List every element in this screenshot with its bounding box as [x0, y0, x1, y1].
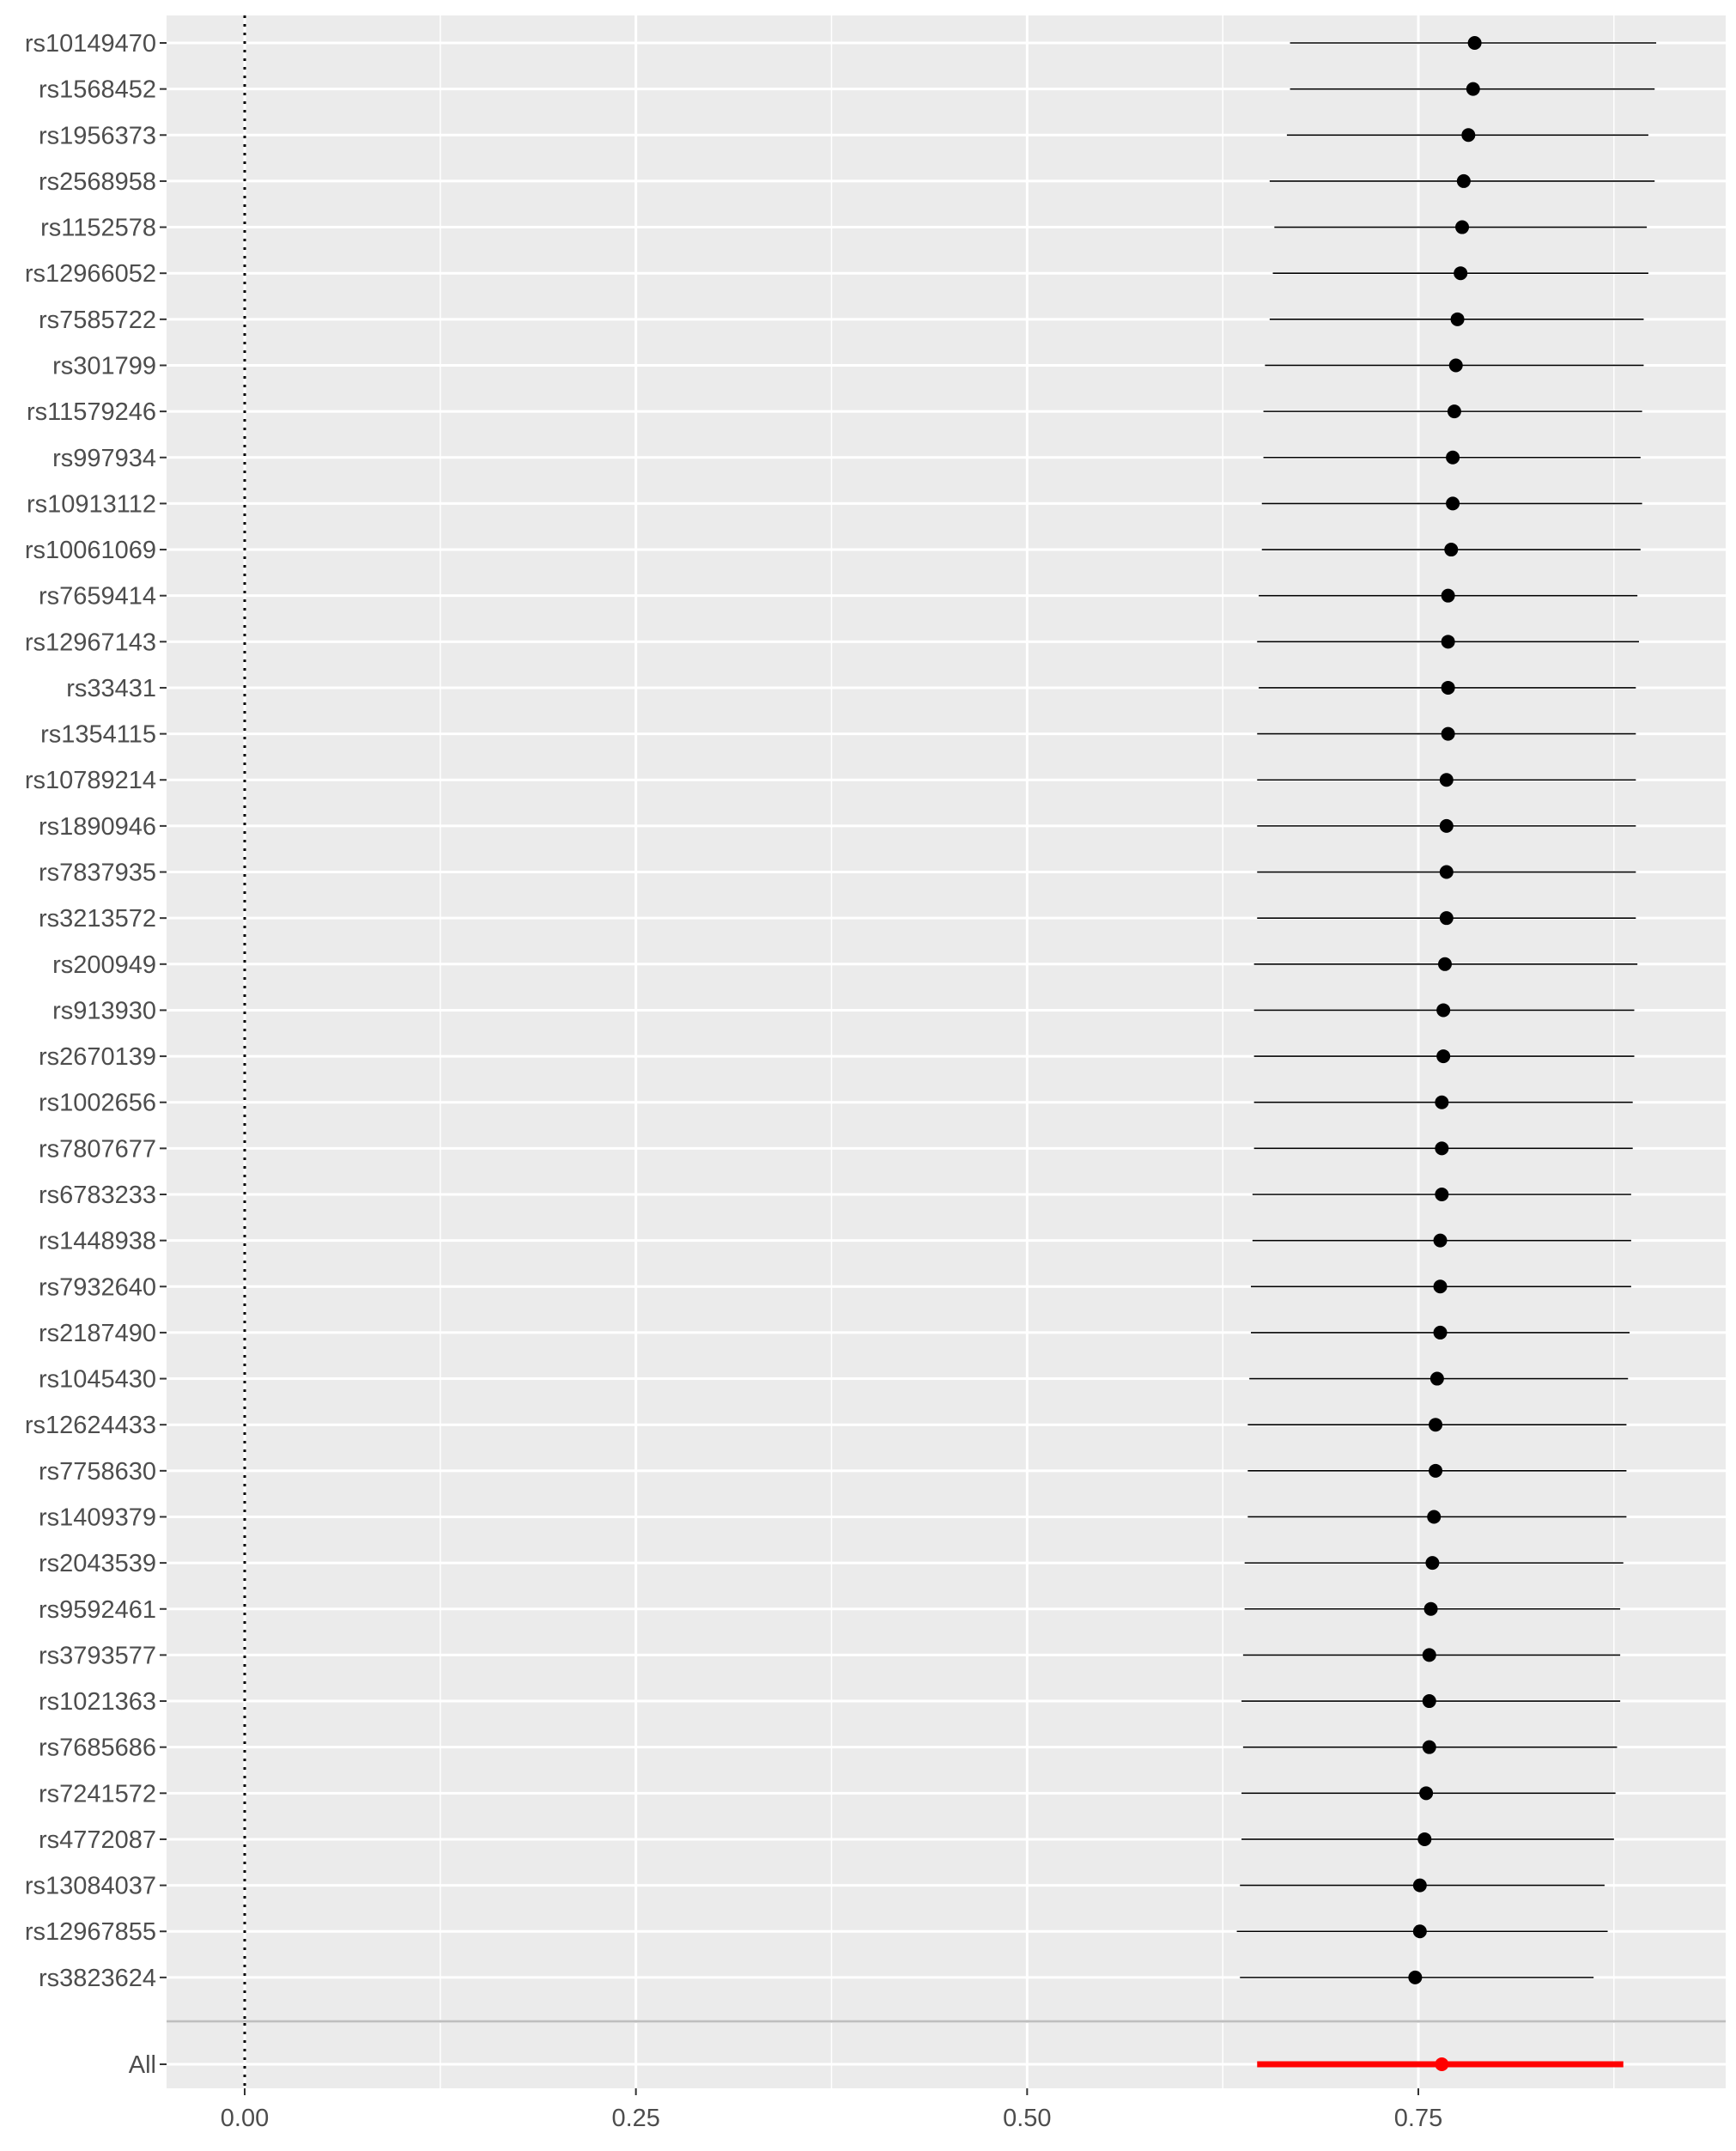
snp-label: rs13084037	[24, 1872, 156, 1900]
point-estimate	[1435, 1096, 1448, 1109]
y-axis-labels	[25, 30, 167, 2079]
point-estimate	[1448, 404, 1461, 418]
point-estimate	[1423, 1648, 1436, 1662]
x-tick-label: 0.25	[611, 2105, 660, 2132]
point-estimate	[1442, 635, 1455, 648]
snp-label: rs7758630	[38, 1457, 156, 1486]
snp-label: rs1002656	[38, 1089, 156, 1117]
point-estimate	[1435, 1141, 1448, 1155]
summary-point-estimate	[1435, 2057, 1448, 2071]
snp-label: rs2670139	[38, 1043, 156, 1072]
snp-label: rs10149470	[24, 30, 156, 58]
point-estimate	[1425, 1556, 1439, 1570]
snp-label: rs6783233	[38, 1182, 156, 1209]
snp-label: rs7585722	[38, 306, 156, 334]
point-estimate	[1430, 1372, 1444, 1386]
snp-label: rs12967143	[24, 629, 156, 657]
point-estimate	[1440, 819, 1454, 833]
snp-label: rs11579246	[26, 398, 156, 427]
snp-label: rs10061069	[24, 537, 156, 565]
snp-label: rs1890946	[38, 812, 156, 841]
snp-label: rs1956373	[38, 122, 156, 150]
point-estimate	[1429, 1464, 1442, 1478]
snp-label: rs3793577	[38, 1642, 156, 1670]
snp-label: rs33431	[66, 674, 156, 702]
snp-label: rs1448938	[38, 1227, 156, 1255]
point-estimate	[1461, 128, 1475, 142]
x-tick-label: 0.75	[1393, 2105, 1443, 2132]
snp-label: rs1045430	[38, 1365, 156, 1394]
point-estimate	[1442, 681, 1455, 695]
point-estimate	[1466, 82, 1480, 96]
point-estimate	[1438, 957, 1452, 971]
point-estimate	[1446, 451, 1460, 465]
plot-panel-layer	[167, 15, 1726, 2088]
snp-label: rs2043539	[38, 1550, 156, 1578]
point-estimate	[1423, 1741, 1436, 1754]
snp-label: rs10789214	[24, 767, 156, 795]
point-estimate	[1442, 727, 1455, 741]
point-estimate	[1440, 773, 1454, 787]
summary-label: All	[128, 2051, 156, 2079]
point-estimate	[1454, 266, 1467, 280]
point-estimate	[1408, 1971, 1422, 1984]
snp-label: rs1409379	[38, 1504, 156, 1532]
snp-label: rs12624433	[24, 1412, 156, 1440]
snp-label: rs1152578	[40, 214, 156, 242]
snp-label: rs3823624	[38, 1964, 156, 1992]
summary-panel-background	[167, 2023, 1726, 2088]
point-estimate	[1449, 358, 1463, 372]
snp-label: rs1021363	[38, 1688, 156, 1717]
point-estimate	[1436, 1049, 1450, 1063]
point-estimate	[1442, 589, 1455, 603]
point-estimate	[1444, 543, 1458, 556]
snp-label: rs2568958	[38, 167, 156, 196]
point-estimate	[1419, 1786, 1433, 1800]
point-estimate	[1446, 496, 1460, 510]
point-estimate	[1455, 221, 1469, 234]
x-tick-label: 0.50	[1003, 2105, 1052, 2132]
snp-label: rs200949	[52, 951, 156, 979]
snp-label: rs7837935	[38, 859, 156, 887]
snp-label: rs913930	[52, 997, 156, 1025]
snp-label: rs301799	[52, 352, 156, 380]
snp-label: rs10913112	[26, 490, 156, 519]
point-estimate	[1435, 1188, 1448, 1201]
point-estimate	[1451, 313, 1465, 326]
snp-label: rs12966052	[24, 260, 156, 289]
snp-label: rs7807677	[38, 1135, 156, 1164]
snp-label: rs7241572	[38, 1780, 156, 1808]
point-estimate	[1423, 1694, 1436, 1708]
point-estimate	[1427, 1510, 1441, 1523]
point-estimate	[1413, 1924, 1427, 1938]
snp-label: rs7932640	[38, 1273, 156, 1302]
point-estimate	[1429, 1418, 1442, 1431]
point-estimate	[1424, 1602, 1438, 1616]
point-estimate	[1457, 174, 1471, 188]
point-estimate	[1413, 1879, 1427, 1893]
main-panel-background	[167, 15, 1726, 2020]
snp-label: rs997934	[52, 444, 156, 472]
snp-label: rs1568452	[38, 76, 156, 104]
point-estimate	[1440, 911, 1454, 925]
snp-label: rs3213572	[38, 905, 156, 933]
snp-label: rs7659414	[38, 582, 156, 611]
snp-label: rs2187490	[38, 1319, 156, 1347]
x-tick-label: 0.00	[220, 2105, 270, 2132]
snp-label: rs1354115	[40, 720, 156, 749]
point-estimate	[1436, 1003, 1450, 1017]
snp-label: rs7685686	[38, 1734, 156, 1762]
x-axis-labels	[221, 2088, 1442, 2132]
point-estimate	[1434, 1234, 1448, 1248]
point-estimate	[1434, 1279, 1448, 1293]
point-estimate	[1440, 866, 1454, 879]
snp-label: rs9592461	[38, 1595, 156, 1624]
snp-label: rs4772087	[38, 1826, 156, 1854]
point-estimate	[1417, 1832, 1431, 1846]
snp-label: rs12967855	[24, 1918, 156, 1947]
point-estimate	[1434, 1326, 1448, 1340]
point-estimate	[1468, 36, 1482, 50]
